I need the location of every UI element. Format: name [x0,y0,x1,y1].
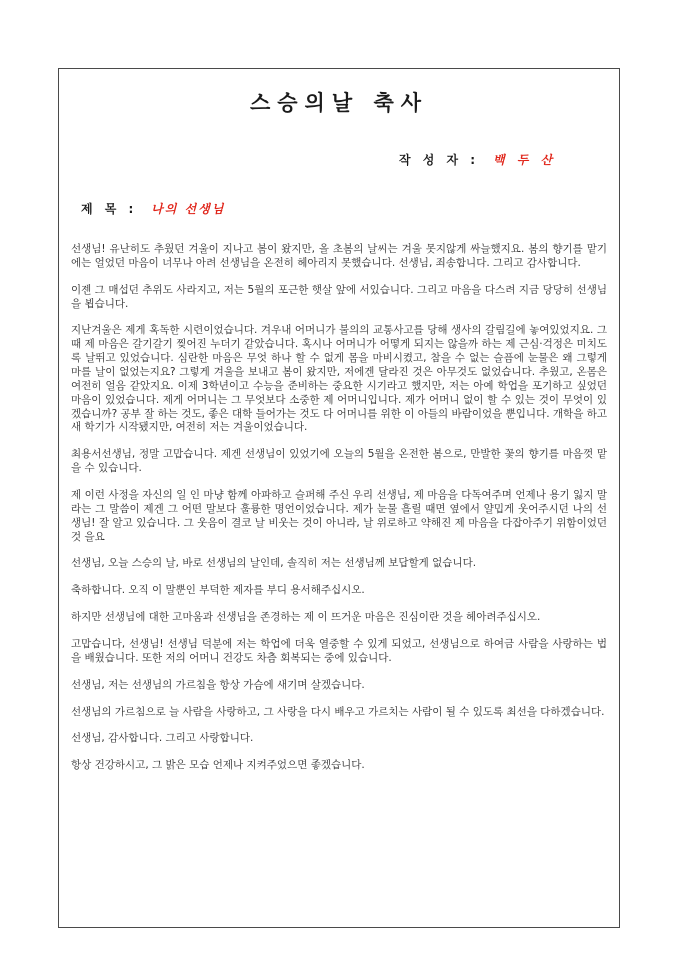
paragraph-11: 선생님의 가르침으로 늘 사람을 사랑하고, 그 사랑을 다시 배우고 가르치는 사람이 될 수 있도록 최선을 다하겠습니다. [71,705,605,718]
author-value: 백 두 산 [492,153,557,167]
subject-label: 제 목 : [81,202,138,216]
paragraph-10: 선생님, 저는 선생님의 가르침을 항상 가슴에 새기며 살겠습니다. [71,678,365,691]
paragraph-2: 이젠 그 매섭던 추위도 사라지고, 저는 5월의 포근한 햇살 앞에 서있습니다. 그리고 마음을 다스려 지금 당당히 선생님을 뵙습니다. [71,283,607,310]
paragraph-3: 지난겨울은 제게 혹독한 시련이었습니다. 겨우내 어머니가 불의의 교통사고를 당해 생사의 갈림길에 놓여있었지요. 그때 제 마음은 갈기갈기 찢어진 누더기 같았습니다. 혹시나 어머니가 어떻게 되지는 않을까 하는 제 근심·걱정은 미치도록 날뛰고 있었습니다. 심란한 마음은 무엇 하나 할 수 없게 몸을 마비시켰고, 참을 수 없는 슬픔에 눈물은 왜 그렇게 마를 날이 없었는지요? 그렇게 겨울을 보내고 봄이 왔지만, 저에겐 달라진 것은 아무것도 없었습니다. 추웠고, 온몸은 여전히 얼음 같았지요. 이제 3학년이고 수능을 준비하는 중요한 시기라고 했지만, 저는 아예 학업을 포기하고 싶었던 마음이 있었습니다. 제게 어머니는 그 무엇보다 소중한 제 어머니입니다. 제가 어머니 없이 할 수 있는 것이 무엇이 있겠습니까? 공부 잘 하는 것도, 좋은 대학 들어가는 것도 다 어머니를 위한 이 아들의 바람이었을 뿐입니다. 개학을 하고 새 학기가 시작됐지만, 여전히 저는 겨울이었습니다. [71,324,607,434]
subject-value: 나의 선생님 [151,202,226,216]
document-body [71,243,607,773]
paragraph-1: 선생님! 유난히도 추웠던 겨울이 지나고 봄이 왔지만, 올 초봄의 날씨는 겨울 못지않게 싸늘했지요. 봄의 향기를 맡기에는 얼었던 마음이 너무나 아려 선생님을 온전히 헤아리지 못했습니다. 선생님, 죄송합니다. 그리고 감사합니다. [71,243,607,269]
paragraph-7: 축하합니다. 오직 이 말뿐인 부덕한 제자를 부디 용서해주십시오. [71,584,365,597]
paragraph-5: 제 이런 사정을 자신의 일 인 마냥 함께 아파하고 슬퍼해 주신 우리 선생님, 제 마음을 다독여주며 언제나 용기 잃지 말라는 그 말씀이 제겐 그 어떤 말보다 훌륭한 명언이었습니다. 제가 눈물 흘릴 때면 옆에서 얄밉게 웃어주시던 나의 선생님! 잘 알고 있습니다. 그 웃음이 결코 날 비웃는 것이 아니라, 날 위로하고 약해진 제 마음을 다잡아주기 위함이었던 것 을요 [71,489,607,543]
paragraph-12: 선생님, 감사합니다. 그리고 사랑합니다. [71,732,254,745]
document-title: 스승의날 축사 [249,91,429,115]
paragraph-6: 선생님, 오늘 스승의 날, 바로 선생님의 날인데, 솔직히 저는 선생님께 보답할게 없습니다. [71,557,477,570]
paragraph-8: 하지만 선생님에 대한 고마움과 선생님을 존경하는 제 이 뜨거운 마음은 진심이란 것을 헤아려주십시오. [71,611,541,624]
subject-line [71,200,607,217]
paragraph-9: 고맙습니다, 선생님! 선생님 덕분에 저는 학업에 더욱 열중할 수 있게 되었고, 선생님으로 하여금 사람을 사랑하는 법을 배웠습니다. 또한 저의 어머니 건강도 차츰 회복되는 중에 있습니다. [71,638,607,664]
document-border-frame [58,68,620,928]
paragraph-4: 최용서선생님, 정말 고맙습니다. 제겐 선생님이 있었기에 오늘의 5월을 온전한 봄으로, 만발한 꽃의 향기를 마음껏 맡을 수 있습니다. [71,448,607,475]
paragraph-13: 항상 건강하시고, 그 밝은 모습 언제나 지켜주었으면 좋겠습니다. [71,759,365,772]
author-line [71,151,607,168]
author-label: 작 성 자 : [399,153,480,167]
